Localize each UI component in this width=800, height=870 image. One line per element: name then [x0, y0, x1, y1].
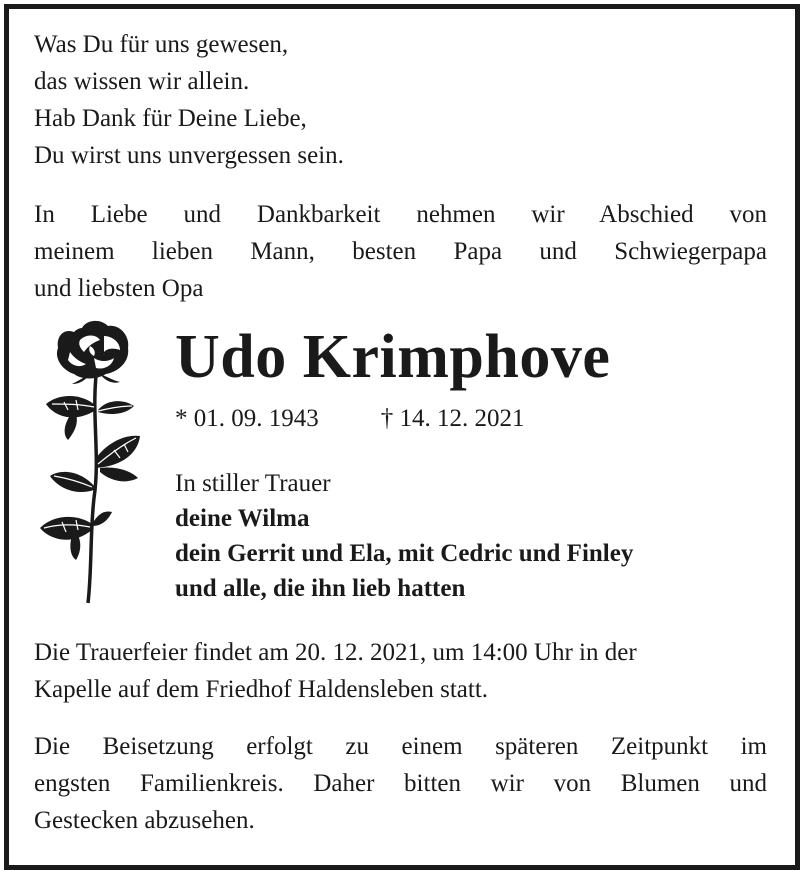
deceased-name: Udo Krimphove [175, 323, 611, 391]
mourner-line: und alle, die ihn lieb hatten [175, 575, 466, 602]
farewell-intro [34, 196, 767, 307]
poem-line: Du wirst uns unvergessen sein. [34, 142, 344, 169]
poem-line: das wissen wir allein. [34, 68, 250, 95]
funeral-line: Kapelle auf dem Friedhof Haldensleben statt. [34, 676, 489, 703]
burial-line: engsten Familienkreis. Daher bitten wir von Blumen und [34, 770, 767, 797]
memorial-poem [34, 26, 344, 174]
birth-date: * 01. 09. 1943 [175, 405, 319, 432]
mourning-intro: In stiller Trauer [175, 470, 331, 497]
funeral-line: Die Trauerfeier findet am 20. 12. 2021, um 14:00 Uhr in der [34, 639, 637, 666]
rose-icon [34, 318, 144, 606]
burial-line: Gestecken abzusehen. [34, 807, 255, 834]
poem-line: Hab Dank für Deine Liebe, [34, 105, 307, 132]
mourner-line: dein Gerrit und Ela, mit Cedric und Finley [175, 540, 634, 567]
mourner-line: deine Wilma [175, 505, 310, 532]
poem-line: Was Du für uns gewesen, [34, 31, 289, 58]
death-date: † 14. 12. 2021 [380, 405, 525, 432]
life-dates [175, 405, 525, 433]
funeral-notice [34, 634, 767, 708]
mourners-block [175, 466, 633, 606]
intro-line: meinem lieben Mann, besten Papa und Schwiegerpapa [34, 238, 767, 265]
intro-line: In Liebe und Dankbarkeit nehmen wir Abschied von [34, 201, 767, 228]
burial-notice [34, 728, 767, 839]
intro-line: und liebsten Opa [34, 275, 204, 302]
burial-line: Die Beisetzung erfolgt zu einem späteren Zeitpunkt im [34, 733, 767, 760]
